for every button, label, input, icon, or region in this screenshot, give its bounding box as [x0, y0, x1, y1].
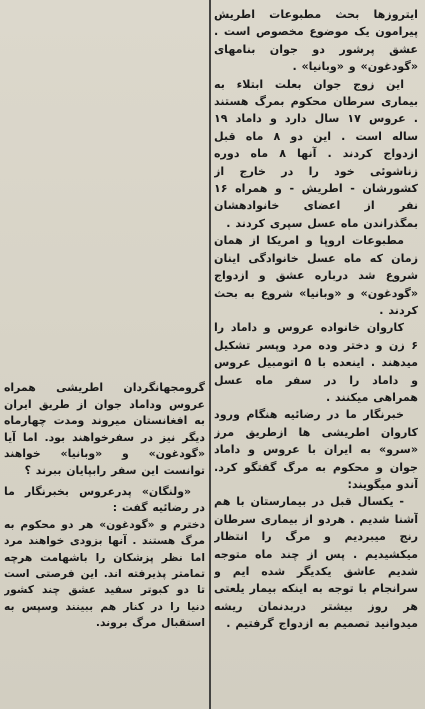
blank-area	[0, 0, 210, 378]
paragraph-intro: ایتروزها بحث مطبوعات اطریش پیرامون یک موضوع مخصوص است . عشق پرشور دو جوان بنامهای «گودغون» و «وبانیا» .	[214, 8, 418, 74]
paragraph-father-intro: «ولنگان» پدرعروس بخبرنگار ما در رضائیه گفت :	[4, 484, 205, 515]
paragraph-father-quote: دخترم و «گودغون» هر دو محکوم به مرگ هستند . آنها بزودی خواهند مرد اما نظر پزشکان را باشهامت هرچه تمامتر پذیرفته اند. این فرصتی است تا دو کبوتر سفید عشق چند کشور دنیا را در کنار هم ببینند وسپس به استقبال مرگ بروند.	[4, 517, 205, 630]
article-left-column	[4, 380, 205, 706]
paragraph-press: مطبوعات اروپا و امریکا از همان زمان که ماه عسل خانوادگی اینان شروع شد درباره عشق و ازدواج «گودغون» و «وبانیا» شروع به بحث کردند .	[214, 234, 418, 317]
column-divider	[209, 0, 211, 709]
paragraph-caravan: کاروان خانواده عروس و داماد را ۶ زن و دختر وده مرد وپسر تشکیل میدهند . اینعده با ۵ اتومبیل عروس و داماد را در سفر ماه عسل همراهی میکنند .	[214, 321, 418, 404]
paragraph-reporter: خبرنگار ما در رضائیه هنگام ورود کاروان اطریشی ها ازطریق مرز «سرو» به ایران با عروس و داماد جوان و محکوم به مرگ گفتگو کرد. آندو میگویند:	[214, 408, 418, 491]
paragraph-journey: گرومجهانگردان اطریشی همراه عروس وداماد جوان از طریق ایران به افغانستان میروند ومدت چهارماه دیگر نیز در سفرخواهند بود. اما آیا «گودغون» و «وبانیا» خواهند توانست این سفر رابپایان ببرند ؟	[4, 381, 205, 477]
article-right-column	[214, 6, 418, 706]
paragraph-illness: این زوج جوان بعلت ابتلاء به بیماری سرطان محکوم بمرگ هستند . عروس ۱۷ سال دارد و داماد ۱۹ ساله است . این دو ۸ ماه قبل ازدواج کردند . آنها ۸ ماه دوره زناشوئی خود را در خارج از کشورشان - اطریش - و همراه ۱۶ نفر از اعضای خانوادهشان بمگذراندن ماه عسل سپری کردند .	[214, 77, 418, 230]
paragraph-couple-quote: - یکسال قبل در بیمارستان با هم آشنا شدیم . هردو از بیماری سرطان رنج میبردیم و مرگ را انتظار میکشیدیم . پس از چند ماه متوجه شدیم عاشق یکدیگر شده ایم و سرانجام با توجه به اینکه بیمار یلعتی هر روز بیشتر دربدنمان ریشه میدوانید تصمیم به ازدواج گرفتیم .	[214, 495, 418, 631]
